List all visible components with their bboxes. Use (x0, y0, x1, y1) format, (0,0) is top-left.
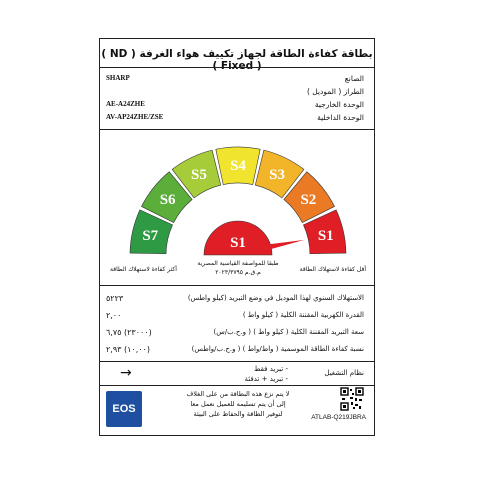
gauge-segment-label: S4 (230, 158, 246, 174)
standard-text-2: م.ق.م ٢٠٢٣/٣٧٩٥ (215, 269, 261, 276)
outdoor-unit-label: الوحدة الخارجية (314, 100, 364, 109)
energy-label-card (99, 38, 375, 436)
spec-label-annual: الاستهلاك السنوي لهذا الموديل في وضع التبريد (كيلو واطس) (187, 294, 364, 302)
divider (100, 385, 374, 386)
manufacturer-value: SHARP (106, 74, 130, 82)
operation-option-heating: - تبريد + تدفئة (244, 375, 288, 383)
footer-note: لا يتم نزع هذه البطاقة من على الغلاف إلى أن يتم تسليمه للعميل نعمل معا لتوفير الطاقة والحفاظ على البيئة (186, 390, 290, 418)
operation-option-cooling: - تبريد فقط (253, 365, 288, 373)
rating-label: S1 (230, 235, 246, 251)
most-efficient-label: أكثر كفاءة لاستهلاك الطاقة (110, 266, 177, 273)
spec-value-annual: ٥٢٢٣ (106, 294, 124, 303)
standard-text-1: طبقا للمواصفة القياسية المصرية (197, 260, 279, 267)
label-code: ATLAB-Q219JBRA (311, 414, 366, 421)
gauge-segment-label: S5 (191, 166, 207, 183)
efficiency-gauge (110, 135, 366, 257)
indoor-unit-label: الوحدة الداخلية (317, 113, 364, 122)
spec-value-capacity: (٢٣٠٠٠) ٦,٧٥ (106, 328, 152, 337)
gauge-segment-label: S2 (300, 191, 317, 208)
gauge-segment-label: S7 (142, 227, 159, 244)
gauge-needle (266, 240, 304, 250)
outdoor-unit-value: AE-A24ZHE (106, 100, 145, 108)
spec-label-capacity: سعة التبريد المقننة الكلية ( كيلو واط ) ( و.ح.ب/س) (213, 328, 364, 336)
model-label: الطراز ( الموديل ) (306, 87, 364, 96)
divider (100, 67, 374, 68)
indoor-unit-value: AV-AP24ZHE/ZSE (106, 113, 164, 121)
divider (100, 285, 374, 286)
gauge-segment-label: S3 (269, 166, 285, 183)
spec-value-seer: (١٠,٠٠) ٢,٩٣ (106, 345, 150, 354)
divider (100, 361, 374, 362)
operation-mode-label: نظام التشغيل (324, 369, 364, 377)
spec-label-power: القدرة الكهربية المقننة الكلية ( كيلو واط ) (242, 311, 364, 319)
arrow-right-icon: → (120, 365, 132, 381)
spec-label-seer: نسبة كفاءة الطاقة الموسمية ( واط/واط ) ( و.ح.ب/واطس) (191, 345, 364, 353)
eos-logo: EOS (106, 391, 142, 427)
divider (100, 129, 374, 130)
manufacturer-label: الصانع (344, 74, 364, 83)
gauge-segment-label: S6 (159, 191, 176, 208)
qr-code-icon (340, 387, 364, 411)
label-title: بطاقة كفاءة الطاقة لجهاز تكييف هواء الغرفة ( ND ) ( Fixed ) (101, 48, 373, 72)
gauge-segment-label: S1 (317, 227, 334, 244)
least-efficient-label: أقل كفاءة لاستهلاك الطاقة (299, 266, 366, 273)
spec-value-power: ٢,٠٠ (106, 311, 122, 320)
